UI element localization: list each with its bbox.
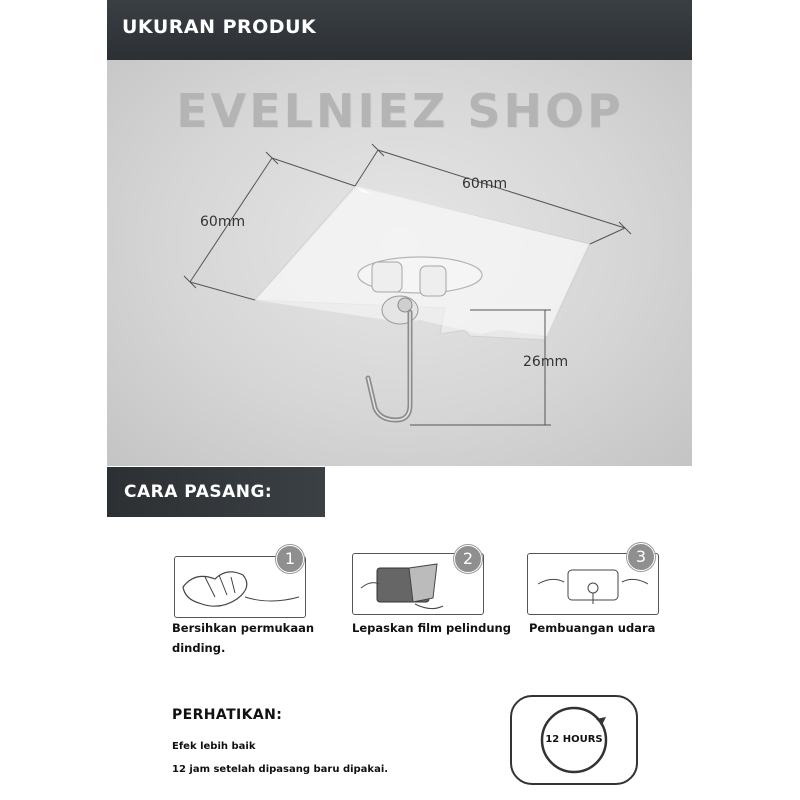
step-2-number-badge: 2	[454, 545, 482, 573]
step-2-caption: Lepaskan film pelindung	[352, 621, 511, 635]
width-dimension-label: 60mm	[462, 176, 508, 192]
timer-badge-label: 12 HOURS	[545, 734, 603, 745]
notice-line-2: 12 jam setelah dipasang baru dipakai.	[172, 764, 389, 775]
step-1-number-badge: 1	[276, 545, 304, 573]
step-1-caption: Bersihkan permukaan dinding.	[172, 621, 315, 655]
notice-title: PERHATIKAN:	[172, 707, 283, 723]
notice-line-1: Efek lebih baik	[172, 741, 256, 752]
shop-watermark: EVELNIEZ SHOP	[176, 84, 624, 138]
hook-dimension-label: 26mm	[523, 354, 569, 370]
header-title: UKURAN PRODUK	[122, 16, 317, 38]
timer-badge	[510, 695, 638, 785]
step-3-number-badge: 3	[627, 543, 655, 571]
depth-dimension-label: 60mm	[200, 214, 246, 230]
metal-hook	[368, 312, 410, 420]
step-3-caption: Pembuangan udara	[529, 621, 656, 635]
install-title: CARA PASANG:	[124, 482, 273, 502]
